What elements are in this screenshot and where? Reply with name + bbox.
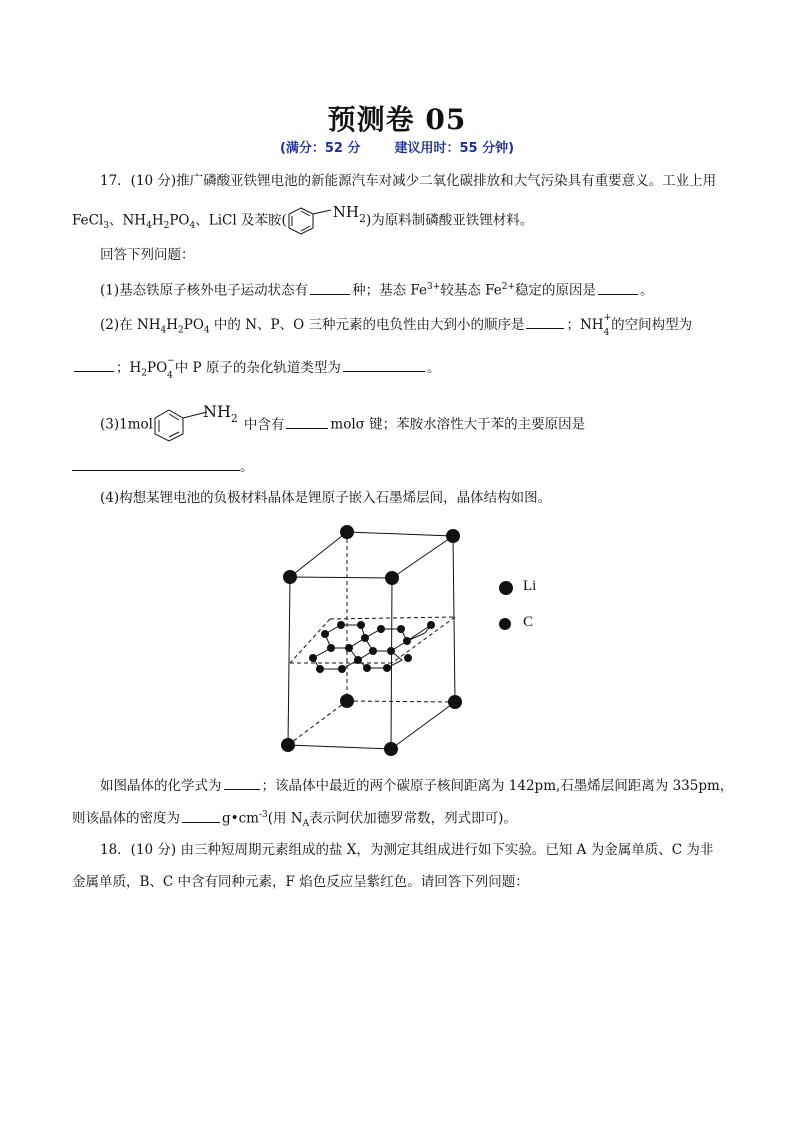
- legend-li-label: Li: [523, 578, 537, 594]
- q17-part3-line2: 。: [72, 456, 254, 477]
- q17-part2-line2: ；$H_2PO^-$ $_4$ 中 P 原子的杂化轨道类型为 。: [72, 357, 440, 384]
- answer-blank[interactable]: [286, 414, 328, 429]
- answer-blank[interactable]: [72, 456, 240, 471]
- full-score: (满分：52 分: [279, 141, 361, 156]
- q17-intro-line2: FeCl$_3$、$NH_4H_2PO_4$、LiCl 及苯胺( $NH_2$)为原料制磷酸亚铁锂材料。: [72, 206, 533, 236]
- legend-c-marker: [499, 618, 511, 630]
- answer-blank[interactable]: [598, 280, 638, 295]
- page-subtitle: [0, 137, 794, 156]
- crystal-structure-diagram: [270, 520, 480, 760]
- q18-line2: 金属单质，B、C 中含有同种元素，F 焰色反应呈紫红色。请回答下列问题：: [72, 874, 529, 890]
- q18-line1: 18．(10 分) 由三种短周期元素组成的盐 X，为测定其组成进行如下实验。已知 A 为金属单质、C 为非: [100, 842, 714, 858]
- q17-part3: (3)1molNH$_2$ 中含有 molσ 键；苯胺水溶性大于苯的主要原因是: [100, 408, 585, 442]
- q17-part4-question: 如图晶体的化学式为 ；该晶体中最近的两个碳原子核间距离为 142pm,石墨烯层间距离为 335pm，: [100, 775, 733, 796]
- answer-blank[interactable]: [343, 357, 425, 372]
- answer-blank[interactable]: [224, 775, 260, 790]
- q17-intro-line1: 17．(10 分)推广磷酸亚铁锂电池的新能源汽车对减少二氧化碳排放和大气污染具有重要意义。工业上用: [100, 173, 717, 189]
- q17-part2: (2)在 $NH_4H_2PO_4$ 中的 N、P、O 三种元素的电负性由大到小的顺序是 ；NH+ $_4$ 的空间构型为: [100, 313, 693, 338]
- q17-part4-question-line2: 则该晶体的密度为 $g•cm^{-3}$(用 $N_A$表示阿伏加德罗常数，列式即可)。: [72, 805, 517, 834]
- answer-blank[interactable]: [526, 314, 564, 329]
- q17-part1: (1)基态铁原子核外电子运动状态有 种；基态 $Fe^{3+}$较基态 $Fe^{2+}$稳定的原因是 。: [100, 277, 654, 301]
- page-title: 预测卷 05: [327, 103, 467, 136]
- answer-blank[interactable]: [182, 808, 220, 823]
- q17-prompt: 回答下列问题：: [100, 247, 195, 263]
- legend-li-marker: [499, 581, 513, 595]
- answer-blank[interactable]: [74, 357, 114, 372]
- legend-c-label: C: [523, 614, 534, 630]
- q17-part4: (4)构想某锂电池的负极材料晶体是锂原子嵌入石墨烯层间，晶体结构如图。: [100, 490, 552, 506]
- suggested-time: 建议用时：55 分钟): [394, 141, 515, 156]
- answer-blank[interactable]: [310, 280, 350, 295]
